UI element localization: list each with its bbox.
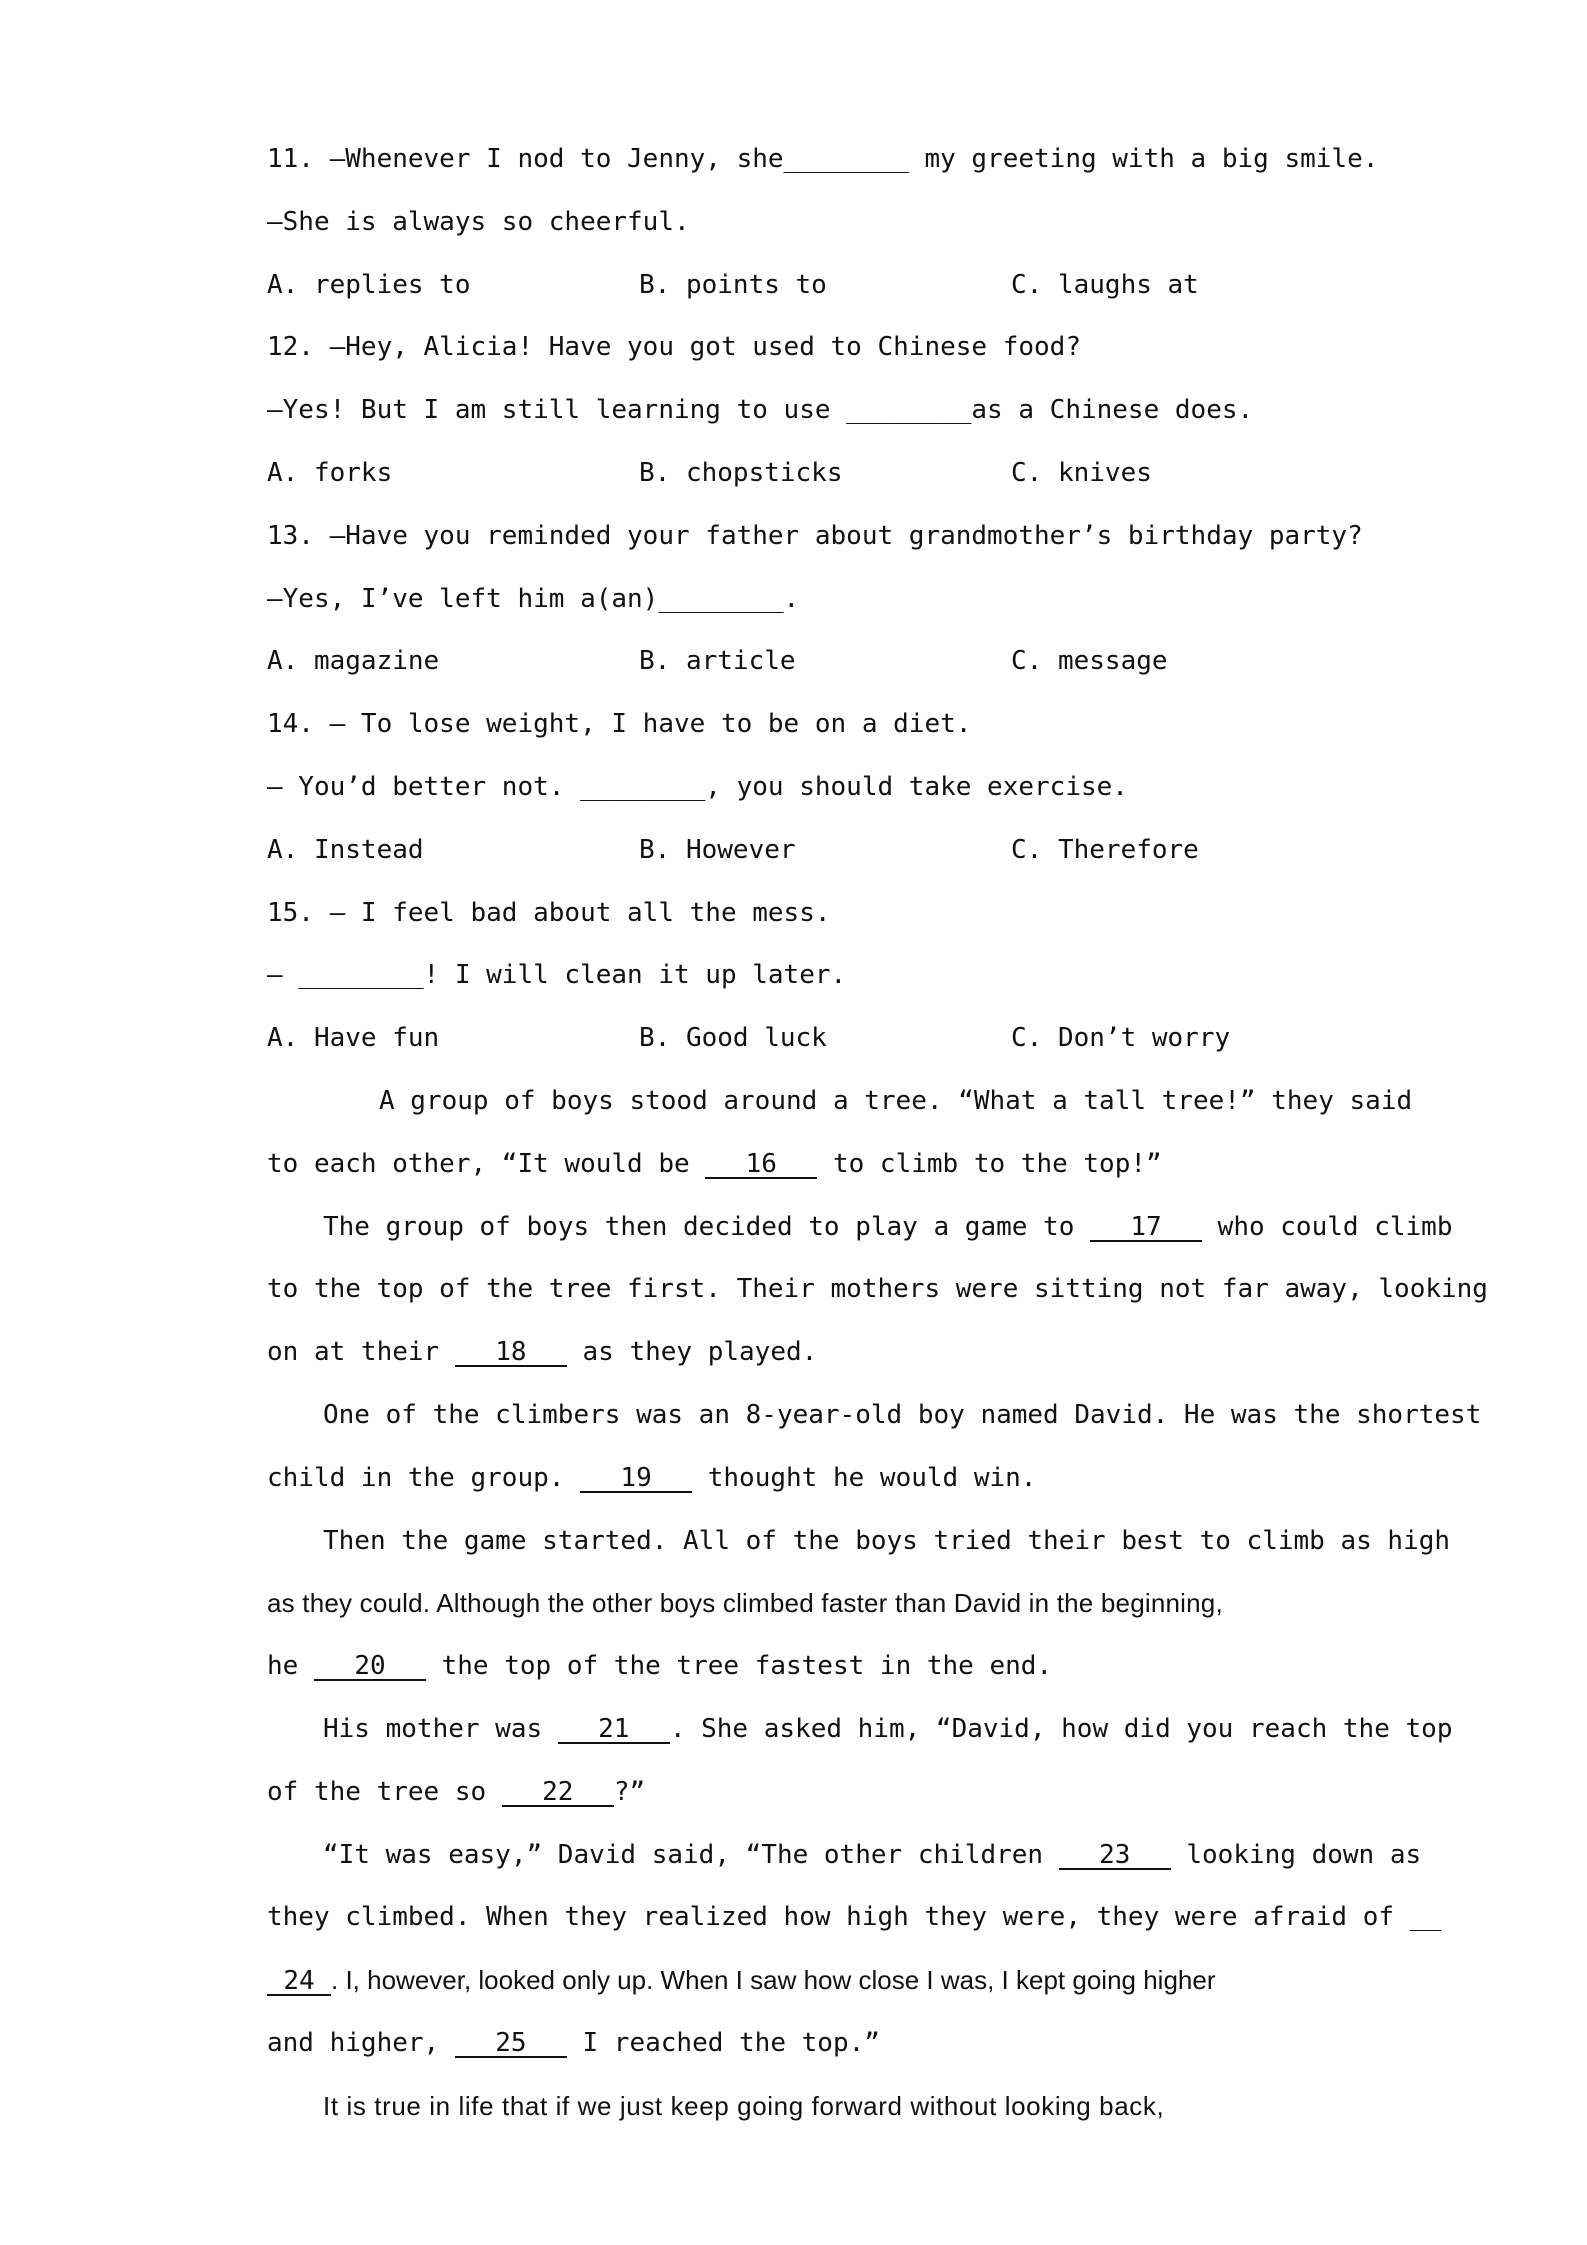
passage-p6-line2: they climbed. When they realized how high they were, they were afraid of __ xyxy=(267,1902,1441,1933)
blank-20: 20 xyxy=(314,1653,426,1681)
blank-19: 19 xyxy=(580,1465,692,1493)
question-14-response: — You’d better not. ________, you should take exercise. xyxy=(267,771,1128,802)
text: The group of boys then decided to play a game to xyxy=(323,1211,1091,1242)
passage-p7-line1: It is true in life that if we just keep going forward without looking back, xyxy=(323,2090,1165,2121)
passage-p5-line1 xyxy=(267,1698,1453,1761)
option-a: A. forks xyxy=(267,457,393,488)
passage-p5-line2 xyxy=(267,1761,1339,1824)
question-12: 12. —Hey, Alicia! Have you got used to Chinese food? xyxy=(267,332,1081,363)
blank-18: 18 xyxy=(455,1339,567,1367)
option-c: C. Therefore xyxy=(1011,834,1199,865)
passage-p1-line2 xyxy=(267,1133,1339,1196)
passage-p1-line1: A group of boys stood around a tree. “What a tall tree!” they said xyxy=(379,1085,1413,1116)
option-b: B. Good luck xyxy=(639,1023,827,1054)
blank-17: 17 xyxy=(1090,1214,1202,1242)
question-15: 15. — I feel bad about all the mess. xyxy=(267,897,831,928)
passage-p3-line2 xyxy=(267,1447,1339,1510)
option-c: C. message xyxy=(1011,646,1168,677)
question-14-options xyxy=(267,819,1339,882)
option-b: B. However xyxy=(639,834,796,865)
passage-p6-line4 xyxy=(267,2012,1339,2075)
text: and higher, xyxy=(267,2027,455,2058)
passage-p2-line1 xyxy=(267,1196,1453,1259)
option-b: B. article xyxy=(639,646,796,677)
text: to each other, “It would be xyxy=(267,1148,706,1179)
question-12-response: —Yes! But I am still learning to use ________as a Chinese does. xyxy=(267,395,1254,426)
text: of the tree so xyxy=(267,1776,502,1807)
option-c: C. laughs at xyxy=(1011,269,1199,300)
passage-p4-line2: as they could. Although the other boys climbed faster than David in the beginning, xyxy=(267,1588,1223,1619)
passage-p6-line3 xyxy=(267,1949,1339,2012)
text: he xyxy=(267,1651,314,1682)
question-15-options xyxy=(267,1007,1339,1070)
option-a: A. Instead xyxy=(267,834,424,865)
option-c: C. Don’t worry xyxy=(1011,1023,1231,1054)
question-11-response: —She is always so cheerful. xyxy=(267,206,690,237)
question-13: 13. —Have you reminded your father about grandmother’s birthday party? xyxy=(267,520,1363,551)
question-11: 11. —Whenever I nod to Jenny, she________ my greeting with a big smile. xyxy=(267,144,1379,174)
text: as they played. xyxy=(566,1337,818,1368)
question-15-response: — ________! I will clean it up later. xyxy=(267,960,847,991)
text: “It was easy,” David said, “The other children xyxy=(323,1839,1059,1870)
option-a: A. magazine xyxy=(267,646,440,677)
text: the top of the tree fastest in the end. xyxy=(425,1651,1053,1682)
blank-21: 21 xyxy=(558,1716,670,1744)
blank-24: 24 xyxy=(267,1968,331,1996)
option-a: A. replies to xyxy=(267,269,471,300)
text: on at their xyxy=(267,1337,455,1368)
question-11-options xyxy=(267,254,1339,317)
text: . She asked him, “David, how did you reach the top xyxy=(669,1713,1453,1744)
exam-content xyxy=(267,128,1488,2138)
text: thought he would win. xyxy=(692,1462,1037,1493)
passage-p6-line1 xyxy=(267,1824,1422,1887)
text: ?” xyxy=(613,1776,646,1807)
option-a: A. Have fun xyxy=(267,1023,440,1054)
option-b: B. chopsticks xyxy=(639,457,843,488)
question-12-options xyxy=(267,442,1339,505)
blank-22: 22 xyxy=(502,1779,614,1807)
text: His mother was xyxy=(323,1713,558,1744)
blank-16: 16 xyxy=(705,1151,817,1179)
text: . I, however, looked only up. When I saw how close I was, I kept going higher xyxy=(331,1965,1216,1996)
passage-p4-line3 xyxy=(267,1635,1339,1698)
passage-p2-line2: to the top of the tree first. Their mothers were sitting not far away, looking xyxy=(267,1274,1488,1305)
question-14: 14. — To lose weight, I have to be on a diet. xyxy=(267,709,972,740)
text: looking down as xyxy=(1170,1839,1422,1870)
text: who could climb xyxy=(1202,1211,1453,1242)
text: to climb to the top!” xyxy=(817,1148,1162,1179)
option-b: B. points to xyxy=(639,269,827,300)
text: I reached the top.” xyxy=(566,2027,880,2058)
blank-23: 23 xyxy=(1059,1842,1171,1870)
passage-p3-line1: One of the climbers was an 8-year-old boy named David. He was the shortest xyxy=(323,1399,1482,1430)
text: child in the group. xyxy=(267,1462,581,1493)
passage-p4-line1: Then the game started. All of the boys tried their best to climb as high xyxy=(323,1525,1451,1556)
question-13-options xyxy=(267,630,1339,693)
question-13-response: —Yes, I’ve left him a(an)________. xyxy=(267,583,800,614)
passage-p2-line3 xyxy=(267,1321,1339,1384)
option-c: C. knives xyxy=(1011,457,1152,488)
blank-25: 25 xyxy=(455,2030,567,2058)
